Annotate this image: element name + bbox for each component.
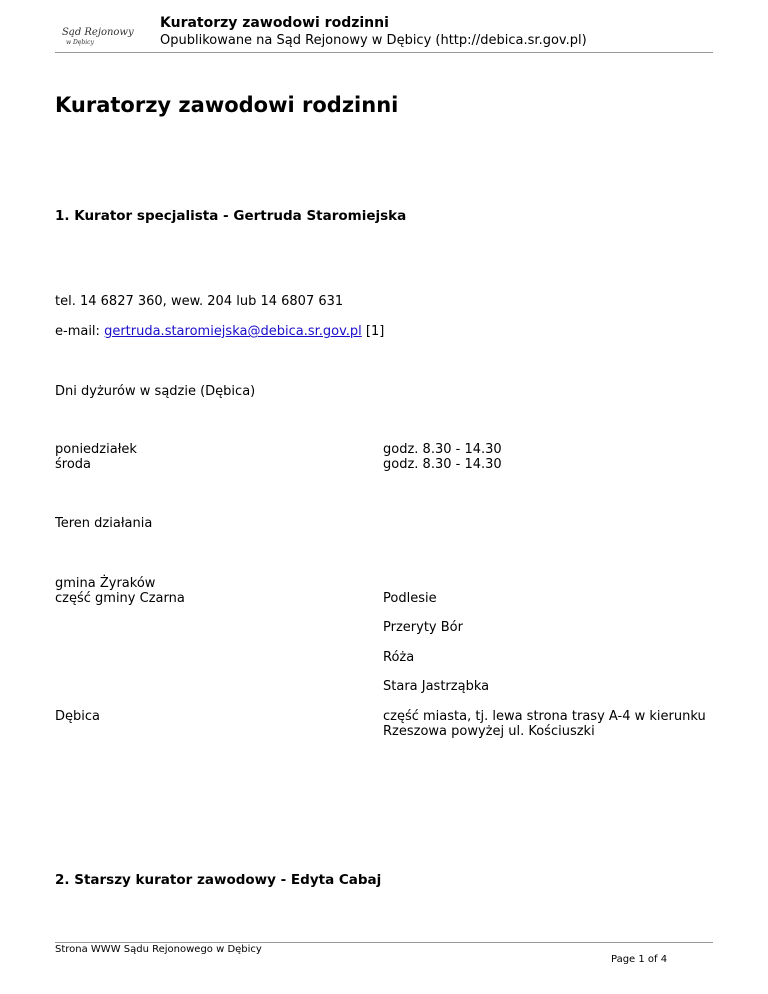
phone-text: tel. 14 6827 360, wew. 204 lub 14 6807 631: [55, 294, 344, 309]
duty-day: środa: [55, 457, 92, 472]
area-debica-part-2: Rzeszowa powyżej ul. Kościuszki: [383, 724, 595, 739]
header-published-on: Opublikowane na Sąd Rejonowy w Dębicy (http://debica.sr.gov.pl): [160, 33, 587, 48]
header-divider: [55, 52, 713, 53]
area-debica: Dębica: [55, 709, 100, 724]
section-2-heading: 2. Starszy kurator zawodowy - Edyta Cabaj: [55, 872, 382, 888]
area-place: Róża: [383, 650, 415, 665]
area-place: Stara Jastrząbka: [383, 679, 490, 694]
footer-divider: [55, 942, 713, 943]
duty-heading: Dni dyżurów w sądzie (Dębica): [55, 384, 256, 399]
header-title: Kuratorzy zawodowi rodzinni: [160, 15, 389, 31]
email-label: e-mail:: [55, 324, 105, 339]
area-heading: Teren działania: [55, 516, 153, 531]
logo-line-2: w Dębicy: [66, 39, 94, 46]
duty-day: poniedziałek: [55, 442, 137, 457]
email-ref: [1]: [361, 324, 385, 339]
duty-hours: godz. 8.30 - 14.30: [383, 457, 502, 472]
duty-hours: godz. 8.30 - 14.30: [383, 442, 502, 457]
email-line: [55, 324, 384, 340]
area-debica-part-1: część miasta, tj. lewa strona trasy A-4 w kierunku: [383, 709, 706, 724]
area-gmina-zyrakow: gmina Żyraków: [55, 576, 156, 591]
area-place: Podlesie: [383, 591, 437, 606]
page-number: Page 1 of 4: [611, 954, 668, 965]
section-1-heading: 1. Kurator specjalista - Gertruda Staromiejska: [55, 208, 407, 224]
page-title: Kuratorzy zawodowi rodzinni: [55, 93, 399, 117]
footer-site-name: Strona WWW Sądu Rejonowego w Dębicy: [55, 944, 262, 955]
area-place: Przeryty Bór: [383, 620, 463, 635]
logo-line-1: Sąd Rejonowy: [62, 27, 134, 38]
email-link[interactable]: gertruda.staromiejska@debica.sr.gov.pl: [104, 324, 362, 339]
court-logo: [62, 27, 132, 47]
area-gmina-czarna: część gminy Czarna: [55, 591, 185, 606]
